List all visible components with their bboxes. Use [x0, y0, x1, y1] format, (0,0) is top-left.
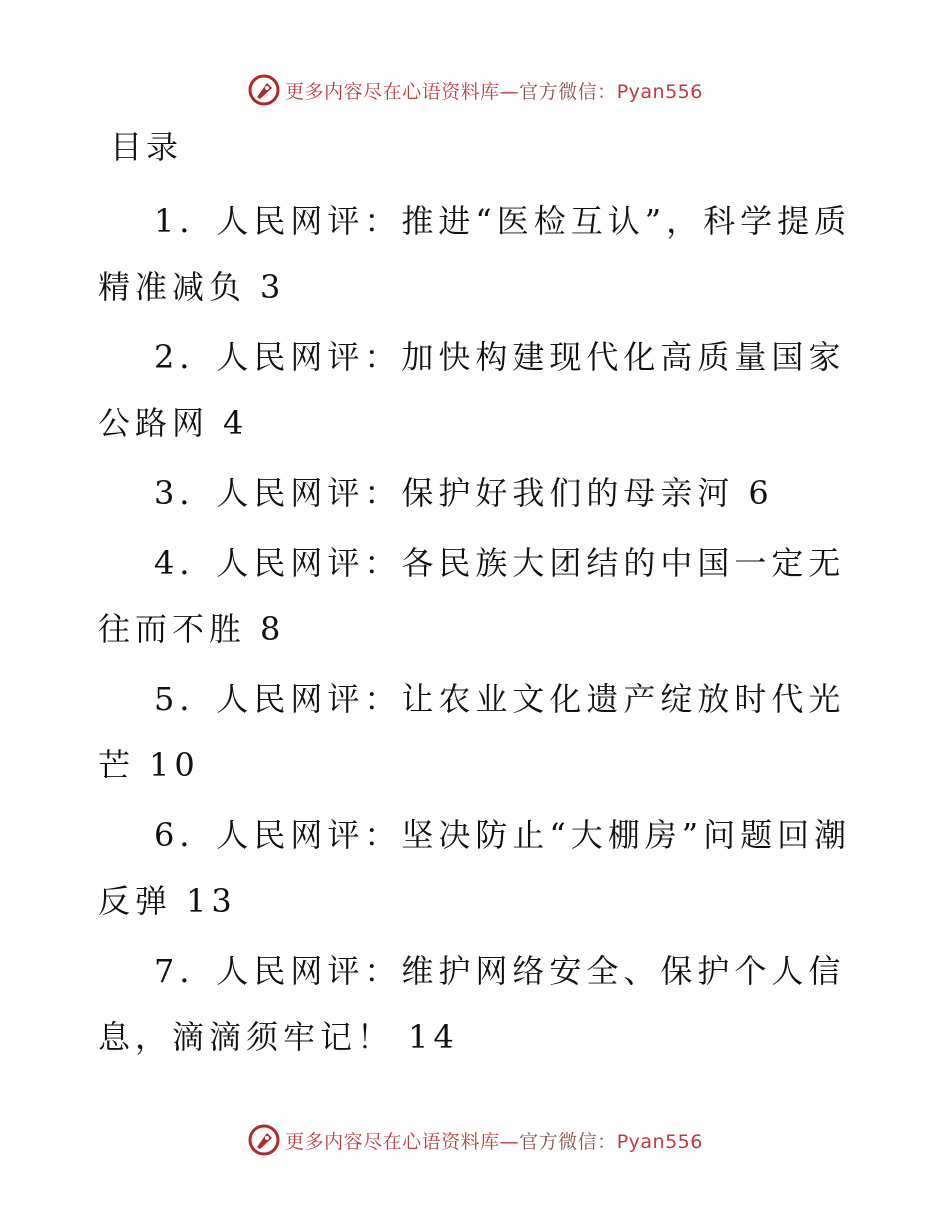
pen-nib-logo-icon — [247, 73, 281, 107]
toc-entry-5[interactable] — [98, 666, 858, 798]
toc-entry-2[interactable] — [98, 324, 858, 456]
pen-nib-logo-icon — [247, 1123, 281, 1157]
toc-entry-text: 4．人民网评：各民族大团结的中国一定无往而不胜 — [98, 544, 846, 648]
toc-entry-text: 7．人民网评：维护网络安全、保护个人信息，滴滴须牢记！ — [98, 952, 846, 1056]
footer-banner-text — [285, 1127, 703, 1154]
toc-entry-page: 13 — [186, 882, 237, 920]
header-banner-wechat-id: Pyan556 — [616, 80, 703, 103]
toc-entry-4[interactable] — [98, 530, 858, 662]
footer-banner — [0, 1120, 950, 1160]
toc-entry-7[interactable] — [98, 938, 858, 1070]
toc-entry-text: 2．人民网评：加快构建现代化高质量国家公路网 — [98, 338, 846, 442]
footer-banner-wechat-label: 官方微信： — [519, 1130, 617, 1153]
footer-banner-wechat-id: Pyan556 — [616, 1130, 703, 1153]
table-of-contents — [98, 188, 858, 1074]
toc-title: 目录 — [110, 128, 183, 166]
toc-entry-page: 14 — [408, 1018, 459, 1056]
header-banner-wechat-label: 官方微信： — [519, 80, 617, 103]
footer-banner-main: 更多内容尽在心语资料库— — [285, 1130, 520, 1153]
toc-entry-page: 10 — [149, 746, 200, 784]
header-banner — [0, 70, 950, 110]
toc-entry-page: 6 — [748, 474, 774, 512]
toc-entry-text: 5．人民网评：让农业文化遗产绽放时代光芒 — [98, 680, 846, 784]
toc-entry-text: 1．人民网评：推进“医检互认”，科学提质精准减负 — [98, 202, 852, 306]
toc-entry-3[interactable] — [98, 460, 858, 526]
toc-entry-text: 6．人民网评：坚决防止“大棚房”问题回潮反弹 — [98, 816, 852, 920]
toc-entry-1[interactable] — [98, 188, 858, 320]
toc-entry-6[interactable] — [98, 802, 858, 934]
header-banner-text — [285, 77, 703, 104]
toc-entry-page: 3 — [260, 268, 286, 306]
header-banner-main: 更多内容尽在心语资料库— — [285, 80, 520, 103]
toc-entry-page: 4 — [223, 404, 249, 442]
toc-entry-page: 8 — [260, 610, 286, 648]
toc-entry-text: 3．人民网评：保护好我们的母亲河 — [154, 474, 735, 512]
